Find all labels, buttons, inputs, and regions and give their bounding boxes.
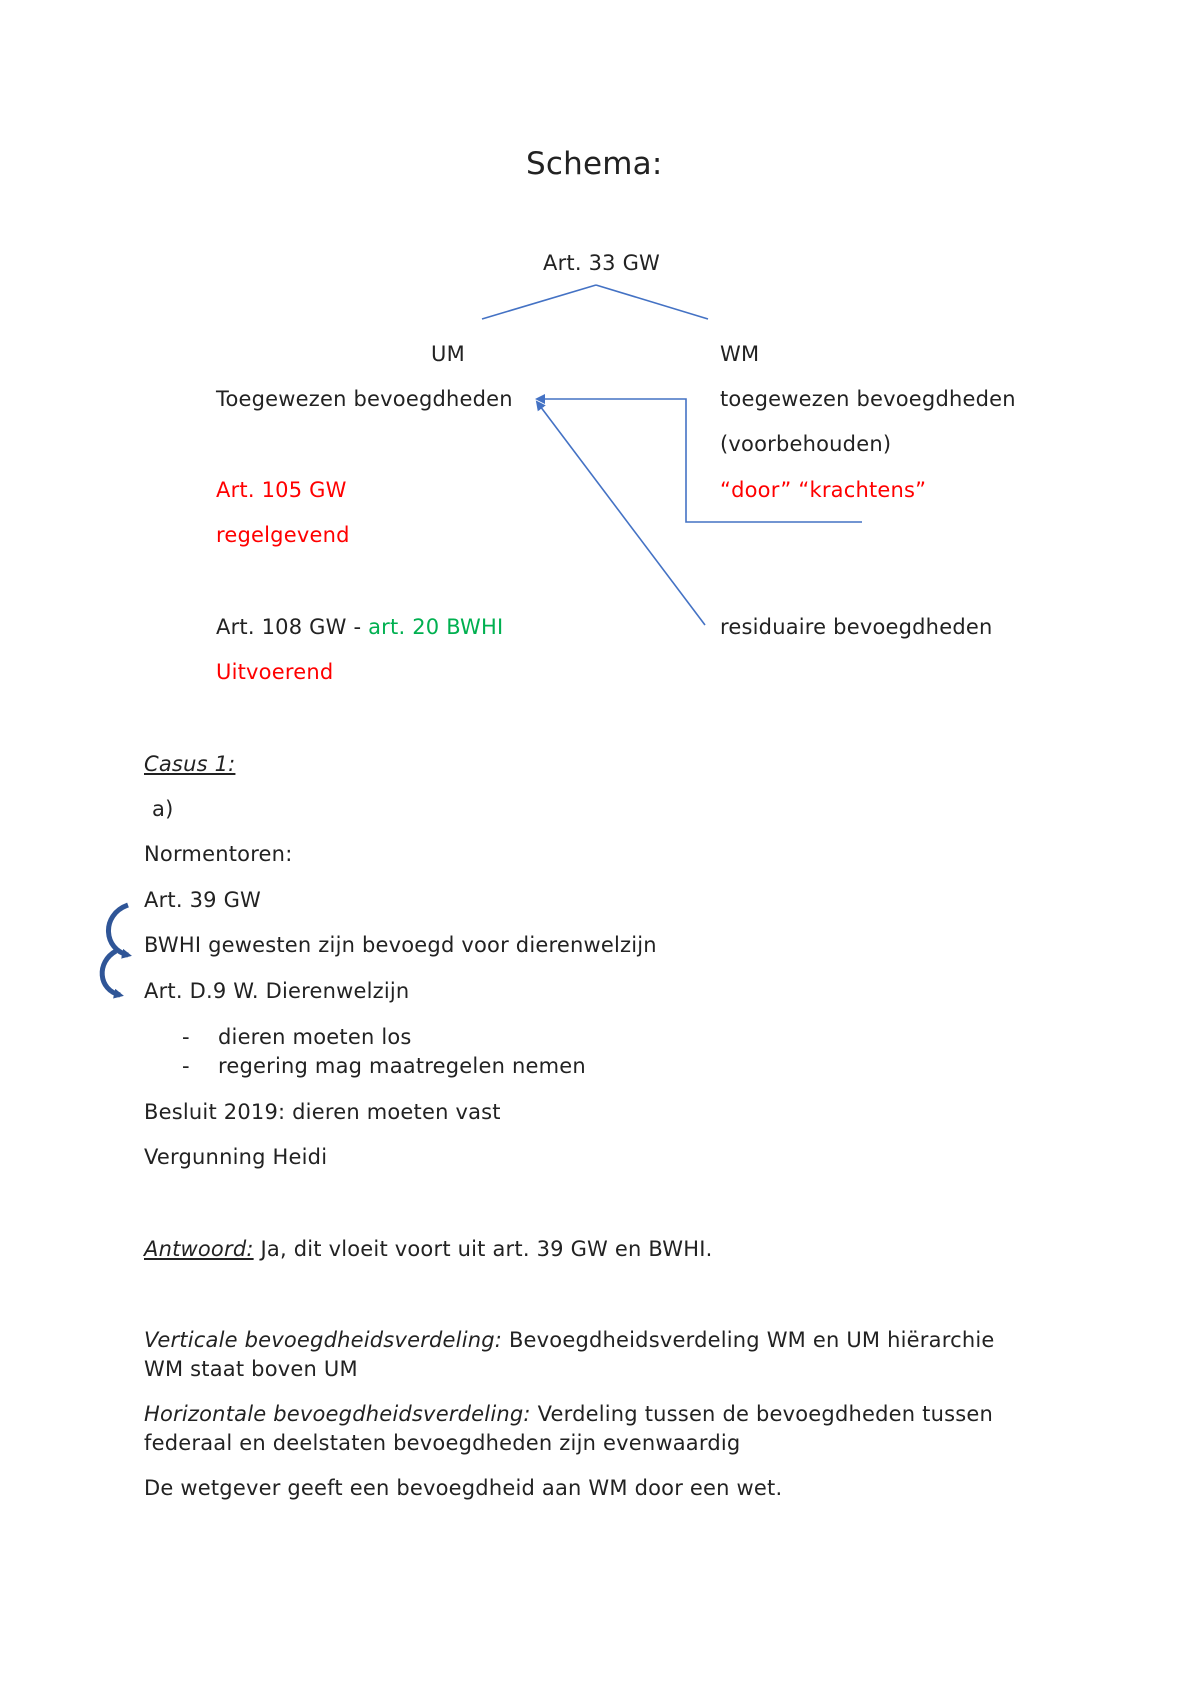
bullet-dash: - [182,1054,190,1078]
bullet-item: regering mag maatregelen nemen [218,1054,586,1078]
um-art20: art. 20 BWHI [368,615,504,639]
answer-text: Ja, dit vloeit voort uit art. 39 GW en BWHI. [253,1237,713,1261]
um-executing: Uitvoerend [216,660,334,684]
residual-arrow [537,402,705,625]
curved-arrow-icon [108,905,128,955]
horizontal-line2: federaal en deelstaten bevoegdheden zijn evenwaardig [144,1431,741,1455]
um-powers: Toegewezen bevoegdheden [216,387,513,411]
delegation-arrow [537,399,862,522]
bullet-dash: - [182,1025,190,1049]
artD9: Art. D.9 W. Dierenwelzijn [144,979,410,1003]
vertical-label: Verticale bevoegdheidsverdeling: [144,1328,503,1352]
wm-quotes: “door” “krachtens” [720,478,927,502]
lawgiver-line: De wetgever geeft een bevoegdheid aan WM door een wet. [144,1476,783,1500]
wm-residual: residuaire bevoegdheden [720,615,993,639]
wm-powers: toegewezen bevoegdheden [720,387,1016,411]
wm-label: WM [720,342,760,366]
vertical-text: Bevoegdheidsverdeling WM en UM hiërarchie [502,1328,995,1352]
schema-title: Schema: [526,146,663,182]
besluit-line: Besluit 2019: dieren moeten vast [144,1100,501,1124]
normentoren-label: Normentoren: [144,842,293,866]
casus-heading: Casus 1: [144,752,236,776]
um-art108: Art. 108 GW - [216,615,369,639]
vertical-line2: WM staat boven UM [144,1357,358,1381]
answer-label: Antwoord: [144,1237,254,1261]
bwhi-text: BWHI gewesten zijn bevoegd voor dierenwelzijn [144,933,657,957]
um-regulating: regelgevend [216,523,350,547]
art39: Art. 39 GW [144,888,262,912]
um-art105: Art. 105 GW [216,478,347,502]
branch-wm-line [596,285,708,319]
branch-um-line [482,285,596,319]
um-label: UM [431,342,465,366]
root-article: Art. 33 GW [543,251,661,275]
horizontal-label: Horizontale bevoegdheidsverdeling: [144,1402,531,1426]
curved-arrow-icon [102,951,120,995]
wm-reserved: (voorbehouden) [720,432,892,456]
bullet-item: dieren moeten los [218,1025,412,1049]
casus-sub: a) [152,797,174,821]
vergunning-line: Vergunning Heidi [144,1145,328,1169]
horizontal-text: Verdeling tussen de bevoegdheden tussen [530,1402,993,1426]
